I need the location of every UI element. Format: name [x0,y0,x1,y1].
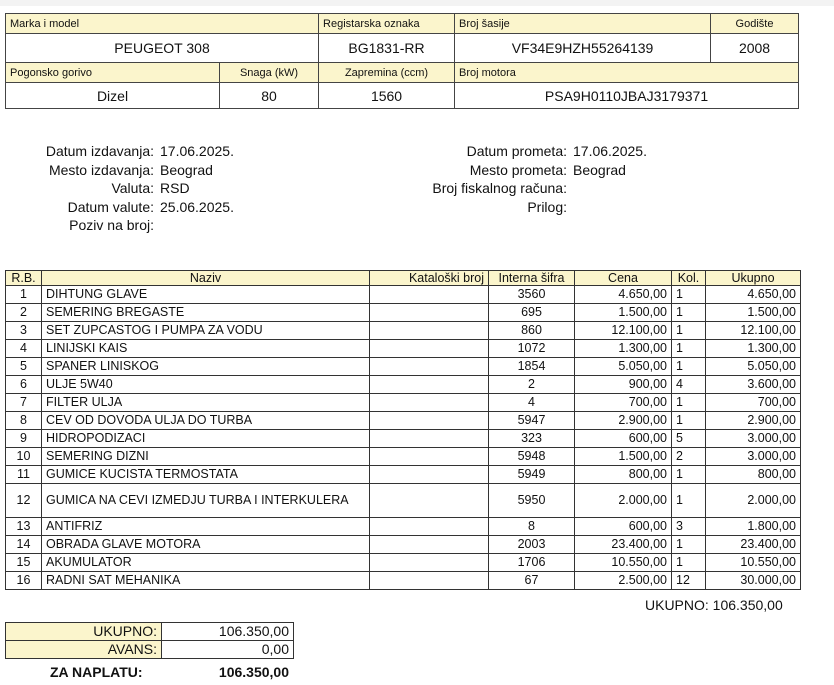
line-total: 1.300,00 [706,340,801,358]
issue-date-label: Datum izdavanja: [45,143,154,159]
line-total: 23.400,00 [706,536,801,554]
line-total: 2.000,00 [706,484,801,518]
line-total: 1.500,00 [706,304,801,322]
internal-code: 5947 [489,412,575,430]
chassis-value: VF34E9HZH55264139 [455,34,711,63]
due-date-value: 25.06.2025. [160,198,234,215]
row-number: 11 [6,466,42,484]
table-row [6,466,801,484]
table-row [6,412,801,430]
catalog-number [370,304,489,322]
issue-place-value: Beograd [160,161,213,178]
row-number: 7 [6,394,42,412]
catalog-number [370,430,489,448]
row-number: 14 [6,536,42,554]
table-row [6,430,801,448]
item-name: OBRADA GLAVE MOTORA [42,536,370,554]
internal-code: 695 [489,304,575,322]
catalog-number [370,376,489,394]
row-number: 8 [6,412,42,430]
quantity: 1 [672,286,706,304]
line-total: 1.800,00 [706,518,801,536]
column-header-catalog: Kataloški broj [370,271,489,286]
table-row [6,484,801,518]
turnover-date-value: 17.06.2025. [573,143,647,159]
catalog-number [370,466,489,484]
item-name: CEV OD DOVODA ULJA DO TURBA [42,412,370,430]
quantity: 1 [672,466,706,484]
line-total: 3.000,00 [706,430,801,448]
row-number: 2 [6,304,42,322]
line-total: 30.000,00 [706,572,801,590]
item-name: RADNI SAT MEHANIKA [42,572,370,590]
column-header-rb: R.B. [6,271,42,286]
internal-code: 5949 [489,466,575,484]
engine-number-header: Broj motora [455,63,799,83]
page-top-edge [0,0,834,6]
quantity: 4 [672,376,706,394]
line-total: 4.650,00 [706,286,801,304]
item-name: AKUMULATOR [42,554,370,572]
catalog-number [370,286,489,304]
row-number: 13 [6,518,42,536]
fuel-header: Pogonsko gorivo [6,63,220,83]
grand-total-text: UKUPNO: 106.350,00 [645,597,783,613]
summary-advance-value: 0,00 [162,641,294,659]
unit-price: 1.500,00 [575,448,672,466]
catalog-number [370,412,489,430]
quantity: 1 [672,340,706,358]
unit-price: 5.050,00 [575,358,672,376]
fiscal-receipt-label: Broj fiskalnog računa: [432,180,567,196]
row-number: 1 [6,286,42,304]
row-number: 6 [6,376,42,394]
summary-advance-label: AVANS: [6,641,162,659]
item-name: ANTIFRIZ [42,518,370,536]
table-row [6,376,801,394]
table-row [6,286,801,304]
attachment-label: Prilog: [527,198,567,215]
unit-price: 1.500,00 [575,304,672,322]
catalog-number [370,322,489,340]
internal-code: 4 [489,394,575,412]
engine-number-value: PSA9H0110JBAJ3179371 [455,83,799,109]
issue-place-label: Mesto izdavanja: [48,161,154,178]
amount-due-label: ZA NAPLATU: [50,664,143,680]
item-name: GUMICA NA CEVI IZMEDJU TURBA I INTERKULERA [42,484,370,518]
quantity: 5 [672,430,706,448]
quantity: 1 [672,322,706,340]
issue-info-block [20,142,234,235]
chassis-header: Broj šasije [455,14,711,34]
quantity: 1 [672,554,706,572]
issue-date-value: 17.06.2025. [160,143,234,159]
catalog-number [370,340,489,358]
item-name: GUMICE KUCISTA TERMOSTATA [42,466,370,484]
vehicle-table [5,13,799,109]
summary-table [5,622,294,659]
power-value: 80 [220,83,319,109]
due-date-label: Datum valute: [67,198,154,215]
column-header-qty: Kol. [672,271,706,286]
unit-price: 800,00 [575,466,672,484]
column-header-code: Interna šifra [489,271,575,286]
unit-price: 23.400,00 [575,536,672,554]
internal-code: 3560 [489,286,575,304]
row-number: 16 [6,572,42,590]
internal-code: 2003 [489,536,575,554]
column-header-name: Naziv [42,271,370,286]
catalog-number [370,484,489,518]
table-row [6,322,801,340]
catalog-number [370,448,489,466]
turnover-info-block [400,142,647,216]
turnover-place-label: Mesto prometa: [469,161,567,178]
column-header-price: Cena [575,271,672,286]
registration-header: Registarska oznaka [319,14,455,34]
table-row [6,304,801,322]
quantity: 1 [672,412,706,430]
catalog-number [370,554,489,572]
amount-due-value: 106.350,00 [218,664,289,680]
displacement-value: 1560 [319,83,455,109]
year-header: Godište [711,14,799,34]
table-row [6,572,801,590]
line-total: 12.100,00 [706,322,801,340]
internal-code: 5950 [489,484,575,518]
catalog-number [370,572,489,590]
fuel-value: Dizel [6,83,220,109]
unit-price: 4.650,00 [575,286,672,304]
internal-code: 1706 [489,554,575,572]
unit-price: 1.300,00 [575,340,672,358]
row-number: 5 [6,358,42,376]
unit-price: 2.900,00 [575,412,672,430]
item-name: HIDROPODIZACI [42,430,370,448]
internal-code: 323 [489,430,575,448]
items-table [5,270,801,590]
quantity: 2 [672,448,706,466]
unit-price: 12.100,00 [575,322,672,340]
table-row [6,358,801,376]
turnover-place-value: Beograd [573,161,626,178]
registration-value: BG1831-RR [319,34,455,63]
line-total: 3.600,00 [706,376,801,394]
unit-price: 900,00 [575,376,672,394]
table-row [6,518,801,536]
summary-total-label: UKUPNO: [6,623,162,641]
quantity: 1 [672,536,706,554]
line-total: 700,00 [706,394,801,412]
line-total: 2.900,00 [706,412,801,430]
internal-code: 1854 [489,358,575,376]
catalog-number [370,358,489,376]
catalog-number [370,394,489,412]
quantity: 1 [672,394,706,412]
line-total: 5.050,00 [706,358,801,376]
year-value: 2008 [711,34,799,63]
internal-code: 67 [489,572,575,590]
item-name: SEMERING BREGASTE [42,304,370,322]
item-name: SPANER LINISKOG [42,358,370,376]
unit-price: 700,00 [575,394,672,412]
line-total: 10.550,00 [706,554,801,572]
unit-price: 2.500,00 [575,572,672,590]
unit-price: 10.550,00 [575,554,672,572]
row-number: 9 [6,430,42,448]
table-row [6,340,801,358]
item-name: DIHTUNG GLAVE [42,286,370,304]
line-total: 800,00 [706,466,801,484]
item-name: SEMERING DIZNI [42,448,370,466]
row-number: 4 [6,340,42,358]
item-name: FILTER ULJA [42,394,370,412]
catalog-number [370,518,489,536]
make-model-header: Marka i model [6,14,319,34]
item-name: ULJE 5W40 [42,376,370,394]
turnover-date-label: Datum prometa: [466,143,567,159]
table-row [6,536,801,554]
summary-total-value: 106.350,00 [162,623,294,641]
power-header: Snaga (kW) [220,63,319,83]
make-model-value: PEUGEOT 308 [6,34,319,63]
unit-price: 2.000,00 [575,484,672,518]
internal-code: 1072 [489,340,575,358]
internal-code: 5948 [489,448,575,466]
unit-price: 600,00 [575,430,672,448]
line-total: 3.000,00 [706,448,801,466]
item-name: SET ZUPCASTOG I PUMPA ZA VODU [42,322,370,340]
quantity: 3 [672,518,706,536]
catalog-number [370,536,489,554]
row-number: 3 [6,322,42,340]
table-row [6,554,801,572]
internal-code: 860 [489,322,575,340]
quantity: 1 [672,304,706,322]
row-number: 12 [6,484,42,518]
row-number: 10 [6,448,42,466]
currency-value: RSD [160,180,190,196]
currency-label: Valuta: [111,180,154,196]
quantity: 1 [672,358,706,376]
internal-code: 2 [489,376,575,394]
internal-code: 8 [489,518,575,536]
reference-label: Poziv na broj: [69,217,154,233]
displacement-header: Zapremina (ccm) [319,63,455,83]
row-number: 15 [6,554,42,572]
quantity: 12 [672,572,706,590]
column-header-total: Ukupno [706,271,801,286]
item-name: LINIJSKI KAIS [42,340,370,358]
table-row [6,448,801,466]
unit-price: 600,00 [575,518,672,536]
quantity: 1 [672,484,706,518]
table-row [6,394,801,412]
